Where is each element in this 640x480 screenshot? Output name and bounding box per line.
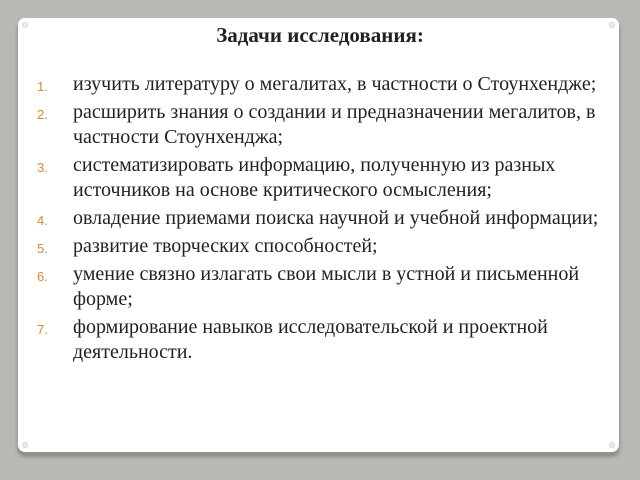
list-item xyxy=(37,262,637,312)
item-text: развитие творческих способностей; xyxy=(73,235,378,257)
item-text: систематизировать информацию, полученную из разных источников на основе критического осмысления; xyxy=(73,154,556,201)
list-item xyxy=(37,153,637,203)
slide-title: Задачи исследования: xyxy=(216,23,424,47)
corner-dot-icon xyxy=(22,442,28,448)
item-number: 6. xyxy=(37,269,48,284)
item-number: 3. xyxy=(37,160,48,175)
list-item xyxy=(37,72,637,97)
item-number: 2. xyxy=(37,107,48,122)
item-text: формирование навыков исследовательской и проектной деятельности. xyxy=(73,316,548,363)
item-text: изучить литературу о мегалитах, в частности о Стоунхендже; xyxy=(73,73,597,95)
list-item xyxy=(37,100,637,150)
item-text: расширить знания о создании и предназначении мегалитов, в частности Стоунхенджа; xyxy=(73,101,596,148)
list-item xyxy=(37,206,637,231)
item-number: 4. xyxy=(37,213,48,228)
item-text: овладение приемами поиска научной и учебной информации; xyxy=(73,207,599,229)
corner-dot-icon xyxy=(609,442,615,448)
item-text: умение связно излагать свои мысли в устной и письменной форме; xyxy=(73,263,580,310)
item-number: 5. xyxy=(37,241,48,256)
list-item xyxy=(37,234,637,259)
list-item xyxy=(37,315,637,365)
task-list xyxy=(37,72,637,368)
item-number: 1. xyxy=(37,79,48,94)
item-number: 7. xyxy=(37,322,48,337)
